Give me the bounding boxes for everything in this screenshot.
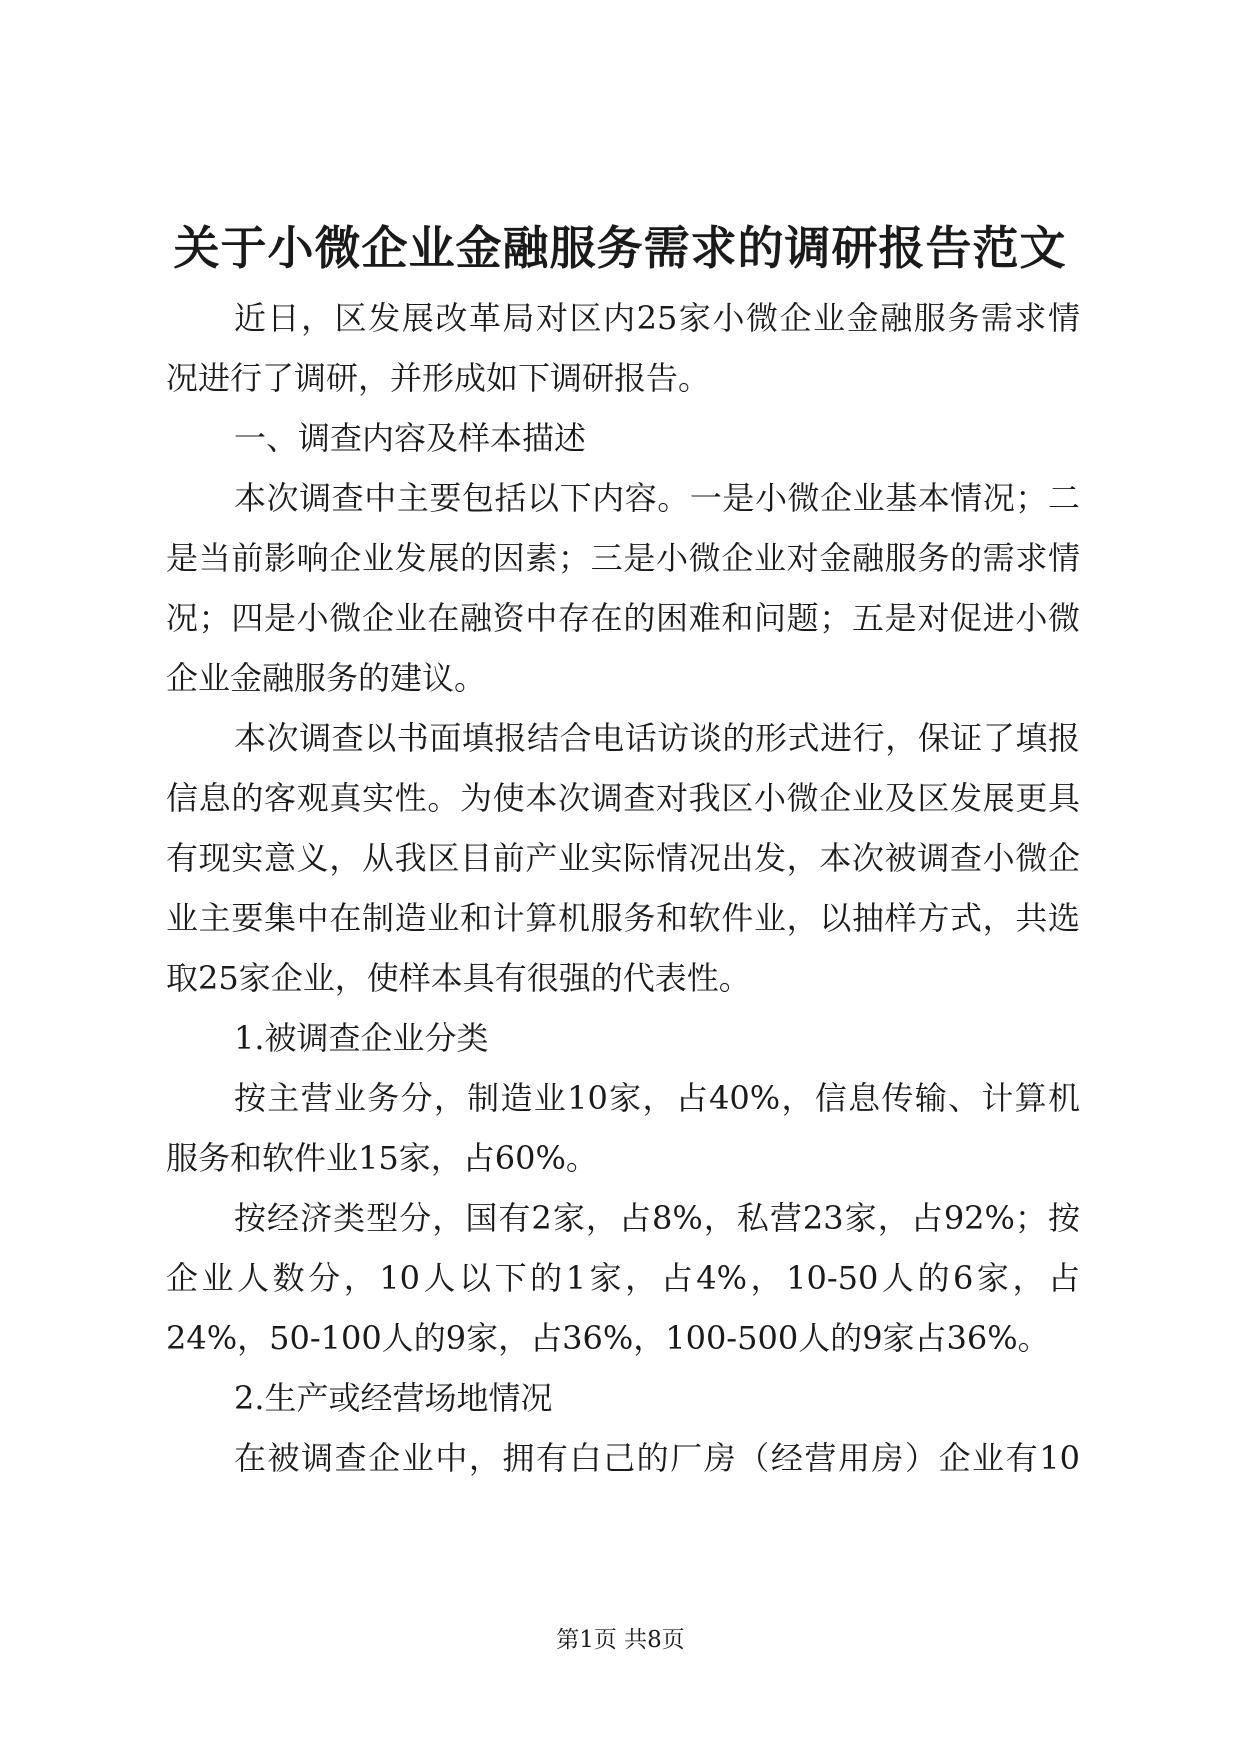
body-line: 按主营业务分，制造业10家，占40%，信息传输、计算机 (234, 1079, 1080, 1117)
document-title: 关于小微企业金融服务需求的调研报告范文 (173, 221, 1067, 275)
body-line: 信息的客观真实性。为使本次调查对我区小微企业及区发展更具 (166, 779, 1080, 817)
body-line: 况进行了调研，并形成如下调研报告。 (166, 359, 711, 397)
body-line: 本次调查中主要包括以下内容。一是小微企业基本情况；二 (234, 479, 1080, 517)
body-line: 近日，区发展改革局对区内25家小微企业金融服务需求情 (234, 299, 1080, 337)
body-line: 取25家企业，使样本具有很强的代表性。 (166, 959, 751, 997)
body-line: 本次调查以书面填报结合电话访谈的形式进行，保证了填报 (234, 719, 1080, 757)
body-line: 在被调查企业中，拥有白己的厂房（经营用房）企业有10 (234, 1439, 1080, 1477)
body-line: 有现实意义，从我区目前产业实际情况出发，本次被调查小微企 (166, 839, 1080, 877)
body-line: 是当前影响企业发展的因素；三是小微企业对金融服务的需求情 (166, 539, 1080, 577)
body-line: 企业金融服务的建议。 (166, 659, 487, 697)
body-line: 按经济类型分，国有2家，占8%，私营23家，占92%；按 (234, 1199, 1080, 1237)
body-line: 服务和软件业15家，占60%。 (166, 1139, 598, 1177)
subsection-heading: 1.被调查企业分类 (234, 1019, 489, 1057)
section-heading: 一、调查内容及样本描述 (234, 419, 587, 457)
body-line: 24%，50-100人的9家，占36%，100-500人的9家占36%。 (166, 1319, 1050, 1357)
body-line: 况；四是小微企业在融资中存在的困难和问题；五是对促进小微 (166, 599, 1080, 637)
body-line: 企业人数分，10人以下的1家，占4%，10-50人的6家，占 (166, 1259, 1080, 1297)
body-line: 业主要集中在制造业和计算机服务和软件业，以抽样方式，共选 (166, 899, 1080, 937)
page-number: 第1页 共8页 (556, 1627, 685, 1653)
document-body (166, 288, 1080, 1488)
subsection-heading: 2.生产或经营场地情况 (234, 1379, 553, 1417)
